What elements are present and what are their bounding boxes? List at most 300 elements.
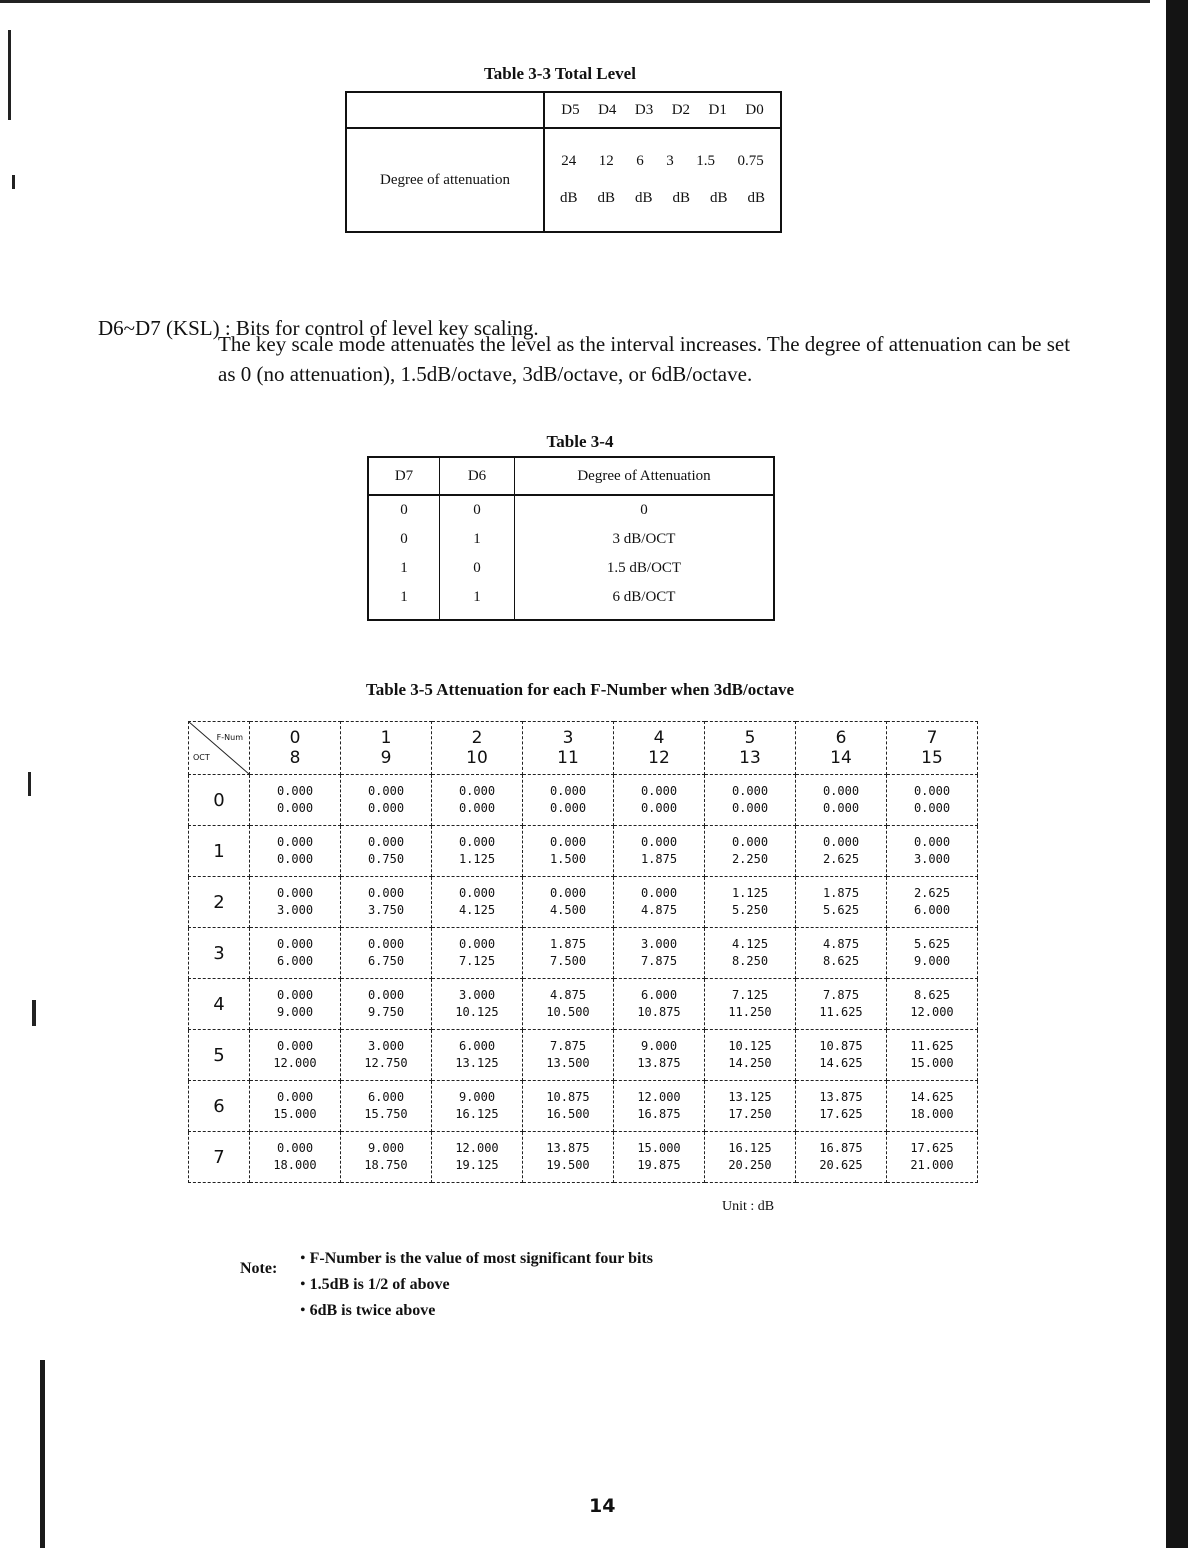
value-high-fnum: 3.750 xyxy=(367,903,405,917)
attenuation-cell xyxy=(250,1132,341,1183)
attenuation-cell xyxy=(250,928,341,979)
scan-artifact xyxy=(12,175,15,189)
attenuation-cell xyxy=(796,826,887,877)
value-high-fnum: 5.250 xyxy=(731,903,769,917)
value-high-fnum: 4.125 xyxy=(458,903,496,917)
value-low-fnum: 0.000 xyxy=(367,886,405,900)
octave-label: 2 xyxy=(189,877,250,928)
value-high-fnum: 1.125 xyxy=(458,852,496,866)
value-high-fnum: 9.000 xyxy=(913,954,951,968)
value-low-fnum: 9.000 xyxy=(640,1039,678,1053)
attenuation-cell xyxy=(796,979,887,1030)
value-low-fnum: 9.000 xyxy=(458,1090,496,1104)
ksl-heading: D6~D7 (KSL) : Bits for control of level key scaling. xyxy=(98,316,539,340)
value-high-fnum: 8.250 xyxy=(731,954,769,968)
value-low-fnum: 4.875 xyxy=(822,937,860,951)
value-high-fnum: 0.750 xyxy=(367,852,405,866)
attenuation-cell xyxy=(523,775,614,826)
note-item: • 1.5dB is 1/2 of above xyxy=(300,1272,653,1298)
value-low-fnum: 2.625 xyxy=(913,886,951,900)
scan-artifact xyxy=(8,30,11,120)
corner-cell xyxy=(189,722,250,775)
value-high-fnum: 1.875 xyxy=(640,852,678,866)
fnum-bottom: 8 xyxy=(289,748,301,768)
table-row xyxy=(368,583,774,620)
value-low-fnum: 12.000 xyxy=(637,1090,681,1104)
octave-row xyxy=(189,928,978,979)
value-low-fnum: 0.000 xyxy=(640,835,678,849)
attenuation-cell xyxy=(796,928,887,979)
value-low-fnum: 0.000 xyxy=(276,937,314,951)
attenuation-cell xyxy=(887,1132,978,1183)
value-cell: 6 xyxy=(636,153,644,169)
value-high-fnum: 12.750 xyxy=(364,1056,408,1070)
attenuation-cell xyxy=(705,775,796,826)
value-high-fnum: 12.000 xyxy=(910,1005,954,1019)
unit-cell: dB xyxy=(597,190,615,206)
value-low-fnum: 0.000 xyxy=(367,937,405,951)
value-high-fnum: 7.875 xyxy=(640,954,678,968)
attenuation-cell xyxy=(614,877,705,928)
attenuation-cell xyxy=(705,979,796,1030)
table-row xyxy=(368,554,774,583)
value-low-fnum: 0.000 xyxy=(640,784,678,798)
value-high-fnum: 3.000 xyxy=(276,903,314,917)
value-low-fnum: 13.125 xyxy=(728,1090,772,1104)
value-cell: 3 xyxy=(666,153,674,169)
attenuation-cell xyxy=(796,1081,887,1132)
attenuation-cell xyxy=(432,826,523,877)
value-low-fnum: 6.000 xyxy=(458,1039,496,1053)
attenuation-cell xyxy=(887,826,978,877)
value-low-fnum: 7.875 xyxy=(822,988,860,1002)
value-high-fnum: 0.000 xyxy=(458,801,496,815)
value-high-fnum: 9.750 xyxy=(367,1005,405,1019)
value-high-fnum: 16.500 xyxy=(546,1107,590,1121)
header-empty-cell xyxy=(346,92,544,128)
fnum-top: 4 xyxy=(653,728,665,748)
value-low-fnum: 13.875 xyxy=(819,1090,863,1104)
value-high-fnum: 20.250 xyxy=(728,1158,772,1172)
unit-cell: dB xyxy=(747,190,765,206)
attenuation-cell xyxy=(887,877,978,928)
attenuation-cell xyxy=(341,1132,432,1183)
value-high-fnum: 4.875 xyxy=(640,903,678,917)
bit-header: D4 xyxy=(598,101,617,118)
value-high-fnum: 16.875 xyxy=(637,1107,681,1121)
fnum-top: 5 xyxy=(744,728,756,748)
fnum-bottom: 15 xyxy=(921,748,943,768)
attenuation-cell xyxy=(614,1081,705,1132)
value-low-fnum: 0.000 xyxy=(913,784,951,798)
value-low-fnum: 14.625 xyxy=(910,1090,954,1104)
value-high-fnum: 6.000 xyxy=(276,954,314,968)
value-high-fnum: 14.625 xyxy=(819,1056,863,1070)
value-low-fnum: 3.000 xyxy=(458,988,496,1002)
fnum-top: 1 xyxy=(380,728,392,748)
value-high-fnum: 17.625 xyxy=(819,1107,863,1121)
attenuation-cell xyxy=(705,928,796,979)
value-low-fnum: 10.125 xyxy=(728,1039,772,1053)
attenuation-cell xyxy=(614,928,705,979)
value-high-fnum: 6.000 xyxy=(913,903,951,917)
table-cell: 6 dB/OCT xyxy=(515,583,775,620)
octave-label: 5 xyxy=(189,1030,250,1081)
table-3-5-caption: Table 3-5 Attenuation for each F-Number when 3dB/octave xyxy=(366,680,794,699)
bit-header-row xyxy=(544,92,781,128)
value-high-fnum: 1.500 xyxy=(549,852,587,866)
attenuation-cell xyxy=(341,1030,432,1081)
table-cell: 0 xyxy=(440,495,515,525)
total-level-table xyxy=(345,91,782,233)
octave-label: 7 xyxy=(189,1132,250,1183)
value-low-fnum: 0.000 xyxy=(458,784,496,798)
fnum-attenuation-table xyxy=(188,721,978,1183)
note-list xyxy=(240,1246,653,1324)
fnum-header xyxy=(887,722,978,775)
table-cell: 0 xyxy=(440,554,515,583)
table-3-3-caption: Table 3-3 Total Level xyxy=(484,64,636,83)
column-header: D6 xyxy=(440,457,515,495)
fnum-header xyxy=(705,722,796,775)
scan-artifact xyxy=(32,1000,36,1026)
value-cell: 1.5 xyxy=(696,153,715,169)
value-high-fnum: 5.625 xyxy=(822,903,860,917)
value-low-fnum: 1.125 xyxy=(731,886,769,900)
fnum-bottom: 9 xyxy=(380,748,392,768)
value-high-fnum: 7.500 xyxy=(549,954,587,968)
value-high-fnum: 12.000 xyxy=(273,1056,317,1070)
value-low-fnum: 6.000 xyxy=(640,988,678,1002)
column-header: Degree of Attenuation xyxy=(515,457,775,495)
fnum-header xyxy=(523,722,614,775)
value-high-fnum: 6.750 xyxy=(367,954,405,968)
attenuation-cell xyxy=(705,877,796,928)
value-low-fnum: 8.625 xyxy=(913,988,951,1002)
value-low-fnum: 0.000 xyxy=(731,784,769,798)
value-low-fnum: 12.000 xyxy=(455,1141,499,1155)
bit-header: D1 xyxy=(708,101,727,118)
attenuation-cell xyxy=(432,877,523,928)
value-low-fnum: 0.000 xyxy=(458,886,496,900)
octave-row xyxy=(189,979,978,1030)
fnum-header-row xyxy=(189,722,978,775)
fnum-top: 2 xyxy=(471,728,483,748)
table-cell: 1 xyxy=(368,583,440,620)
fnum-top: 0 xyxy=(289,728,301,748)
value-low-fnum: 4.875 xyxy=(549,988,587,1002)
fnum-header xyxy=(796,722,887,775)
table-cell: 1 xyxy=(440,525,515,554)
attenuation-cell xyxy=(523,1081,614,1132)
ksl-table xyxy=(367,456,775,621)
value-high-fnum: 19.875 xyxy=(637,1158,681,1172)
value-high-fnum: 10.125 xyxy=(455,1005,499,1019)
value-low-fnum: 3.000 xyxy=(640,937,678,951)
value-cell: 0.75 xyxy=(737,153,764,169)
value-low-fnum: 17.625 xyxy=(910,1141,954,1155)
row-label: Degree of attenuation xyxy=(346,128,544,232)
attenuation-cell xyxy=(432,1030,523,1081)
value-low-fnum: 16.875 xyxy=(819,1141,863,1155)
octave-label: 0 xyxy=(189,775,250,826)
value-high-fnum: 18.750 xyxy=(364,1158,408,1172)
octave-row xyxy=(189,1081,978,1132)
attenuation-cell xyxy=(614,826,705,877)
column-header: D7 xyxy=(368,457,440,495)
value-high-fnum: 16.125 xyxy=(455,1107,499,1121)
value-high-fnum: 8.625 xyxy=(822,954,860,968)
attenuation-cell xyxy=(796,1132,887,1183)
table-cell: 1.5 dB/OCT xyxy=(515,554,775,583)
value-high-fnum: 20.625 xyxy=(819,1158,863,1172)
octave-label: 3 xyxy=(189,928,250,979)
scan-border-right xyxy=(1166,0,1188,1548)
value-high-fnum: 21.000 xyxy=(910,1158,954,1172)
octave-row xyxy=(189,1030,978,1081)
fnum-bottom: 11 xyxy=(557,748,579,768)
value-low-fnum: 0.000 xyxy=(913,835,951,849)
value-high-fnum: 13.500 xyxy=(546,1056,590,1070)
note-item: • F-Number is the value of most significant four bits xyxy=(300,1246,653,1272)
value-low-fnum: 0.000 xyxy=(367,988,405,1002)
table-cell: 0 xyxy=(368,495,440,525)
attenuation-cell xyxy=(614,979,705,1030)
attenuation-cell xyxy=(614,1132,705,1183)
value-high-fnum: 0.000 xyxy=(913,801,951,815)
value-high-fnum: 0.000 xyxy=(731,801,769,815)
value-high-fnum: 15.000 xyxy=(273,1107,317,1121)
attenuation-cell xyxy=(432,775,523,826)
attenuation-cell xyxy=(250,1081,341,1132)
fnum-header xyxy=(614,722,705,775)
attenuation-cell xyxy=(796,775,887,826)
bit-header: D3 xyxy=(634,101,654,118)
unit-label: Unit : dB xyxy=(722,1199,775,1214)
attenuation-cell xyxy=(705,1132,796,1183)
note-item: • 6dB is twice above xyxy=(300,1298,653,1324)
value-low-fnum: 3.000 xyxy=(367,1039,405,1053)
attenuation-cell xyxy=(887,775,978,826)
bit-header: D5 xyxy=(561,101,580,118)
octave-row xyxy=(189,826,978,877)
fnum-top: 6 xyxy=(835,728,847,748)
attenuation-cell xyxy=(432,1081,523,1132)
attenuation-cell xyxy=(250,877,341,928)
attenuation-cell xyxy=(432,928,523,979)
table-row xyxy=(368,525,774,554)
attenuation-cell xyxy=(341,1081,432,1132)
unit-cell: dB xyxy=(709,190,728,206)
value-high-fnum: 17.250 xyxy=(728,1107,772,1121)
value-low-fnum: 0.000 xyxy=(276,988,314,1002)
value-high-fnum: 18.000 xyxy=(910,1107,954,1121)
fnum-bottom: 13 xyxy=(739,748,761,768)
value-high-fnum: 19.125 xyxy=(455,1158,499,1172)
attenuation-cell xyxy=(523,1132,614,1183)
value-low-fnum: 15.000 xyxy=(637,1141,681,1155)
value-low-fnum: 0.000 xyxy=(367,835,405,849)
value-high-fnum: 10.875 xyxy=(637,1005,681,1019)
ksl-description: The key scale mode attenuates the level as the interval increases. The degree of attenuation can be set as 0 (no attenuation), 1.5dB/octave, 3dB/octave, or 6dB/octave. xyxy=(218,332,1071,386)
value-low-fnum: 0.000 xyxy=(276,1090,314,1104)
value-high-fnum: 9.000 xyxy=(276,1005,314,1019)
attenuation-cell xyxy=(614,775,705,826)
fnum-bottom: 10 xyxy=(466,748,488,768)
value-low-fnum: 9.000 xyxy=(367,1141,405,1155)
value-high-fnum: 0.000 xyxy=(640,801,678,815)
octave-label: 4 xyxy=(189,979,250,1030)
value-high-fnum: 11.250 xyxy=(728,1005,772,1019)
value-low-fnum: 10.875 xyxy=(819,1039,863,1053)
attenuation-cell xyxy=(887,1081,978,1132)
table-cell: 0 xyxy=(515,495,775,525)
attenuation-cell xyxy=(341,826,432,877)
fnum-header xyxy=(432,722,523,775)
value-low-fnum: 6.000 xyxy=(367,1090,405,1104)
value-high-fnum: 15.750 xyxy=(364,1107,408,1121)
value-low-fnum: 7.875 xyxy=(549,1039,587,1053)
value-low-fnum: 13.875 xyxy=(546,1141,590,1155)
value-low-fnum: 0.000 xyxy=(276,1039,314,1053)
attenuation-cell xyxy=(796,877,887,928)
fnum-top: 7 xyxy=(926,728,938,748)
bit-header: D0 xyxy=(745,101,764,118)
unit-cell: dB xyxy=(634,190,653,206)
attenuation-cell xyxy=(705,826,796,877)
octave-row xyxy=(189,775,978,826)
value-high-fnum: 13.125 xyxy=(455,1056,499,1070)
value-cell: 24 xyxy=(561,153,577,169)
attenuation-cell xyxy=(432,979,523,1030)
value-high-fnum: 19.500 xyxy=(546,1158,590,1172)
unit-cell: dB xyxy=(559,190,578,206)
value-high-fnum: 0.000 xyxy=(276,852,314,866)
value-high-fnum: 0.000 xyxy=(367,801,405,815)
value-low-fnum: 0.000 xyxy=(276,1141,314,1155)
attenuation-cell xyxy=(341,877,432,928)
value-low-fnum: 0.000 xyxy=(367,784,405,798)
attenuation-cell xyxy=(523,826,614,877)
attenuation-cell xyxy=(432,1132,523,1183)
octave-label: 1 xyxy=(189,826,250,877)
octave-row xyxy=(189,1132,978,1183)
value-high-fnum: 0.000 xyxy=(549,801,587,815)
value-low-fnum: 0.000 xyxy=(458,937,496,951)
attenuation-cell xyxy=(250,1030,341,1081)
value-high-fnum: 2.250 xyxy=(731,852,769,866)
value-low-fnum: 0.000 xyxy=(458,835,496,849)
attenuation-cell xyxy=(796,1030,887,1081)
value-high-fnum: 3.000 xyxy=(913,852,951,866)
page-number: 14 xyxy=(589,1495,616,1517)
fnum-header xyxy=(250,722,341,775)
value-high-fnum: 14.250 xyxy=(728,1056,772,1070)
fnum-header xyxy=(341,722,432,775)
fnum-bottom: 14 xyxy=(830,748,852,768)
value-low-fnum: 4.125 xyxy=(731,937,769,951)
table-row xyxy=(368,495,774,525)
octave-label: 6 xyxy=(189,1081,250,1132)
attenuation-cell xyxy=(250,979,341,1030)
value-low-fnum: 7.125 xyxy=(731,988,769,1002)
oct-label: OCT xyxy=(193,753,210,762)
value-high-fnum: 7.125 xyxy=(458,954,496,968)
attenuation-cell xyxy=(250,826,341,877)
value-low-fnum: 10.875 xyxy=(546,1090,590,1104)
value-high-fnum: 10.500 xyxy=(546,1005,590,1019)
value-high-fnum: 11.625 xyxy=(819,1005,863,1019)
fnum-label: F-Num xyxy=(216,733,243,742)
value-high-fnum: 13.875 xyxy=(637,1056,681,1070)
attenuation-cell xyxy=(887,928,978,979)
attenuation-cell xyxy=(705,1081,796,1132)
octave-row xyxy=(189,877,978,928)
value-low-fnum: 0.000 xyxy=(276,784,314,798)
value-low-fnum: 0.000 xyxy=(640,886,678,900)
scan-border-left xyxy=(40,1360,45,1548)
value-low-fnum: 0.000 xyxy=(731,835,769,849)
attenuation-cell xyxy=(341,979,432,1030)
value-high-fnum: 2.625 xyxy=(822,852,860,866)
value-low-fnum: 0.000 xyxy=(276,835,314,849)
value-high-fnum: 0.000 xyxy=(276,801,314,815)
value-low-fnum: 5.625 xyxy=(913,937,951,951)
attenuation-cell xyxy=(523,877,614,928)
attenuation-cell xyxy=(250,775,341,826)
value-low-fnum: 16.125 xyxy=(728,1141,772,1155)
value-low-fnum: 0.000 xyxy=(822,784,860,798)
attenuation-cell xyxy=(341,928,432,979)
attenuation-cell xyxy=(523,928,614,979)
note-label: Note: xyxy=(240,1260,278,1277)
fnum-bottom: 12 xyxy=(648,748,670,768)
scan-artifact xyxy=(28,772,31,796)
bit-header: D2 xyxy=(671,101,691,118)
value-low-fnum: 0.000 xyxy=(549,886,587,900)
attenuation-cell xyxy=(523,1030,614,1081)
value-high-fnum: 4.500 xyxy=(549,903,587,917)
attenuation-cell xyxy=(705,1030,796,1081)
value-high-fnum: 0.000 xyxy=(822,801,860,815)
attenuation-cell xyxy=(887,1030,978,1081)
unit-cell: dB xyxy=(672,190,690,206)
scan-border-top xyxy=(0,0,1150,3)
table-cell: 3 dB/OCT xyxy=(515,525,775,554)
value-low-fnum: 0.000 xyxy=(822,835,860,849)
attenuation-cell xyxy=(614,1030,705,1081)
value-low-fnum: 0.000 xyxy=(549,835,587,849)
value-low-fnum: 11.625 xyxy=(910,1039,954,1053)
value-low-fnum: 1.875 xyxy=(822,886,860,900)
attenuation-cell xyxy=(523,979,614,1030)
attenuation-values xyxy=(544,128,781,232)
value-cell: 12 xyxy=(598,153,614,169)
value-low-fnum: 0.000 xyxy=(549,784,587,798)
table-3-4-caption: Table 3-4 xyxy=(546,432,614,451)
value-high-fnum: 15.000 xyxy=(910,1056,954,1070)
attenuation-cell xyxy=(341,775,432,826)
value-high-fnum: 18.000 xyxy=(273,1158,317,1172)
table-cell: 0 xyxy=(368,525,440,554)
table-cell: 1 xyxy=(368,554,440,583)
table-cell: 1 xyxy=(440,583,515,620)
notes xyxy=(240,1246,653,1324)
value-low-fnum: 0.000 xyxy=(276,886,314,900)
attenuation-cell xyxy=(887,979,978,1030)
value-low-fnum: 1.875 xyxy=(549,937,587,951)
fnum-top: 3 xyxy=(562,728,574,748)
